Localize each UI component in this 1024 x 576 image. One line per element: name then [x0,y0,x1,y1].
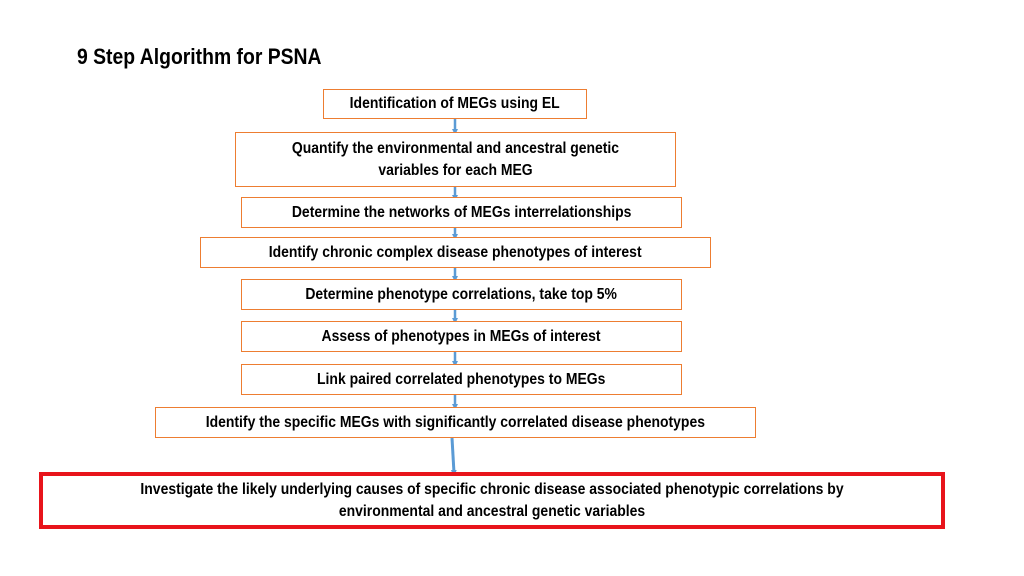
step-6-text: Assess of phenotypes in MEGs of interest [321,327,602,345]
step-7-box [241,364,682,395]
step-4-text: Identify chronic complex disease phenotypes of interest [269,243,642,261]
step-6-box [241,321,682,352]
step-9-box [39,472,945,529]
step-4-box [200,237,711,268]
step-3-text: Determine the networks of MEGs interrelationships [291,203,632,221]
step-9-text: Investigate the likely underlying causes of specific chronic disease associated phenotypic correlations by environmental and ancestral genetic variables [140,480,844,520]
step-1-text: Identification of MEGs using EL [349,95,561,112]
step-3-box [241,197,682,228]
step-1-box [323,89,587,119]
step-2-box [235,132,676,187]
step-5-text: Determine phenotype correlations, take top 5% [305,285,618,303]
step-2-text: Quantify the environmental and ancestral genetic variables for each MEG [291,139,620,179]
step-7-text: Link paired correlated phenotypes to MEGs [317,370,606,388]
arrow-8-9 [452,438,454,473]
step-8-box [155,407,756,438]
step-5-box [241,279,682,310]
step-8-text: Identify the specific MEGs with significantly correlated disease phenotypes [205,413,706,431]
page-title: 9 Step Algorithm for PSNA [77,44,322,69]
